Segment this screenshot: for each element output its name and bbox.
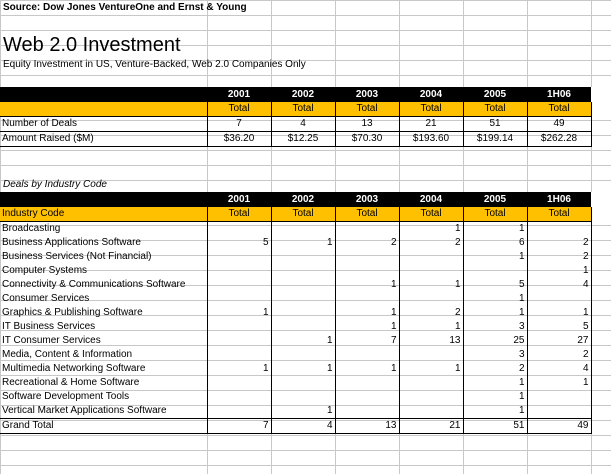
spacer-cell xyxy=(591,236,611,250)
cell-value[interactable]: 2 xyxy=(527,250,591,264)
row-label[interactable]: Recreational & Home Software xyxy=(0,376,207,390)
cell-value[interactable] xyxy=(399,376,463,390)
spacer-cell xyxy=(591,87,611,102)
industry-row xyxy=(0,362,611,376)
grid-row-line xyxy=(0,15,611,16)
row-label[interactable]: Consumer Services xyxy=(0,292,207,306)
cell-value[interactable] xyxy=(271,320,335,334)
cell-value[interactable]: 1 xyxy=(399,320,463,334)
cell-value[interactable]: 51 xyxy=(463,419,527,434)
spacer-cell xyxy=(591,117,611,132)
cell-value[interactable] xyxy=(271,376,335,390)
cell-value[interactable]: 1 xyxy=(463,292,527,306)
spacer-cell xyxy=(591,404,611,419)
cell-value[interactable] xyxy=(271,292,335,306)
total-header[interactable]: Total xyxy=(335,207,399,222)
cell-value[interactable] xyxy=(399,404,463,419)
cell-value[interactable]: 21 xyxy=(399,419,463,434)
summary-row xyxy=(0,117,611,132)
cell-value[interactable]: 6 xyxy=(463,236,527,250)
cell-value[interactable]: 1 xyxy=(335,320,399,334)
grid-row-line xyxy=(0,465,611,466)
row-label[interactable]: Amount Raised ($M) xyxy=(0,132,207,147)
spacer-cell xyxy=(591,334,611,348)
cell-value[interactable] xyxy=(271,222,335,237)
cell-value[interactable] xyxy=(335,404,399,419)
industry-row xyxy=(0,306,611,320)
total-header[interactable]: Total xyxy=(527,207,591,222)
row-label[interactable]: Business Services (Not Financial) xyxy=(0,250,207,264)
grid-row-line xyxy=(0,435,611,436)
year-header: 2001 xyxy=(207,87,271,102)
spacer-cell xyxy=(591,207,611,222)
cell-value[interactable]: 2 xyxy=(527,236,591,250)
cell-value[interactable]: $193.60 xyxy=(399,132,463,147)
cell-value[interactable]: 3 xyxy=(463,320,527,334)
industry-row xyxy=(0,376,611,390)
cell-value[interactable] xyxy=(207,404,271,419)
grid-row-line xyxy=(0,30,611,31)
cell-value[interactable] xyxy=(271,264,335,278)
cell-value[interactable]: 51 xyxy=(463,117,527,132)
spacer-cell xyxy=(591,132,611,147)
cell-value[interactable]: 25 xyxy=(463,334,527,348)
spacer-cell xyxy=(591,192,611,207)
year-header: 2002 xyxy=(271,87,335,102)
cell-value[interactable] xyxy=(335,292,399,306)
cell-value[interactable]: 2 xyxy=(399,236,463,250)
total-header[interactable]: Total xyxy=(207,207,271,222)
cell-value[interactable]: 1 xyxy=(335,278,399,292)
sheet-title: Web 2.0 Investment xyxy=(3,34,181,56)
cell-value[interactable]: 1 xyxy=(271,236,335,250)
cell-value[interactable] xyxy=(527,222,591,237)
spacer-cell xyxy=(591,390,611,404)
industry-row xyxy=(0,292,611,306)
total-header[interactable]: Total xyxy=(463,207,527,222)
year-header: 2004 xyxy=(399,87,463,102)
cell-value[interactable]: 1 xyxy=(463,306,527,320)
year-header-row xyxy=(0,87,611,102)
spacer-cell xyxy=(591,362,611,376)
cell-value[interactable]: 49 xyxy=(527,117,591,132)
cell-value[interactable] xyxy=(207,348,271,362)
cell-value[interactable]: 1 xyxy=(399,362,463,376)
cell-value[interactable]: 1 xyxy=(463,222,527,237)
cell-value[interactable] xyxy=(207,264,271,278)
cell-value[interactable]: 1 xyxy=(463,404,527,419)
cell-value[interactable]: $12.25 xyxy=(271,132,335,147)
cell-value[interactable]: 5 xyxy=(207,236,271,250)
row-label[interactable]: Number of Deals xyxy=(0,117,207,132)
total-header[interactable]: Total xyxy=(271,102,335,117)
cell-value[interactable] xyxy=(335,390,399,404)
year-header: 2003 xyxy=(335,192,399,207)
year-header-row xyxy=(0,192,611,207)
total-header[interactable]: Total xyxy=(399,207,463,222)
cell-value[interactable] xyxy=(271,390,335,404)
cell-value[interactable] xyxy=(207,292,271,306)
cell-value[interactable]: 1 xyxy=(271,362,335,376)
industry-row xyxy=(0,320,611,334)
spacer-cell xyxy=(591,264,611,278)
cell-value[interactable]: 4 xyxy=(527,362,591,376)
grid-row-line xyxy=(0,150,611,151)
cell-value[interactable]: 1 xyxy=(463,250,527,264)
total-header[interactable]: Total xyxy=(207,102,271,117)
cell-value[interactable] xyxy=(207,278,271,292)
grid-row-line xyxy=(0,165,611,166)
cell-value[interactable]: 1 xyxy=(207,362,271,376)
cell-value[interactable]: $36.20 xyxy=(207,132,271,147)
cell-value[interactable]: 2 xyxy=(527,348,591,362)
header-corner xyxy=(0,87,207,102)
industry-row xyxy=(0,264,611,278)
summary-table xyxy=(0,87,611,147)
cell-value[interactable] xyxy=(527,390,591,404)
cell-value[interactable] xyxy=(527,404,591,419)
cell-value[interactable]: 7 xyxy=(207,419,271,434)
row-label[interactable]: Multimedia Networking Software xyxy=(0,362,207,376)
total-header[interactable]: Total xyxy=(271,207,335,222)
cell-value[interactable]: 4 xyxy=(527,278,591,292)
cell-value[interactable] xyxy=(399,348,463,362)
industry-row xyxy=(0,334,611,348)
cell-value[interactable]: 2 xyxy=(399,306,463,320)
cell-value[interactable] xyxy=(207,390,271,404)
cell-value[interactable] xyxy=(335,222,399,237)
year-header: 1H06 xyxy=(527,87,591,102)
year-header: 2005 xyxy=(463,192,527,207)
row-label[interactable]: IT Business Services xyxy=(0,320,207,334)
cell-value[interactable]: 27 xyxy=(527,334,591,348)
cell-value[interactable]: 1 xyxy=(399,222,463,237)
cell-value[interactable]: 1 xyxy=(527,264,591,278)
cell-value[interactable] xyxy=(335,376,399,390)
industry-row xyxy=(0,222,611,237)
cell-value[interactable]: 7 xyxy=(335,334,399,348)
total-header[interactable]: Total xyxy=(335,102,399,117)
cell-value[interactable] xyxy=(335,264,399,278)
cell-value[interactable]: 1 xyxy=(399,278,463,292)
cell-value[interactable]: 49 xyxy=(527,419,591,434)
row-label[interactable]: Software Development Tools xyxy=(0,390,207,404)
cell-value[interactable] xyxy=(399,390,463,404)
total-header[interactable]: Total xyxy=(399,102,463,117)
industry-table xyxy=(0,192,611,434)
cell-value[interactable]: 21 xyxy=(399,117,463,132)
year-header: 2004 xyxy=(399,192,463,207)
row-label[interactable]: Graphics & Publishing Software xyxy=(0,306,207,320)
summary-row xyxy=(0,132,611,147)
cell-value[interactable]: 1 xyxy=(527,306,591,320)
spacer-cell xyxy=(591,348,611,362)
cell-value[interactable]: 4 xyxy=(271,117,335,132)
cell-value[interactable] xyxy=(399,264,463,278)
cell-value[interactable]: 5 xyxy=(527,320,591,334)
row-label[interactable]: Vertical Market Applications Software xyxy=(0,404,207,419)
grid-row-line xyxy=(0,450,611,451)
grand-total-label[interactable]: Grand Total xyxy=(0,419,207,434)
spacer-cell xyxy=(591,278,611,292)
year-header: 1H06 xyxy=(527,192,591,207)
cell-value[interactable]: 1 xyxy=(335,362,399,376)
grand-total-row xyxy=(0,419,611,434)
cell-value[interactable] xyxy=(207,320,271,334)
cell-value[interactable] xyxy=(463,264,527,278)
spacer-cell xyxy=(591,376,611,390)
cell-value[interactable]: 2 xyxy=(335,236,399,250)
cell-value[interactable]: 3 xyxy=(463,348,527,362)
total-header-row xyxy=(0,207,611,222)
total-header-label[interactable] xyxy=(0,102,207,117)
cell-value[interactable]: 4 xyxy=(271,419,335,434)
spacer-cell xyxy=(591,320,611,334)
cell-value[interactable] xyxy=(399,250,463,264)
cell-value[interactable] xyxy=(207,334,271,348)
industry-code-header[interactable]: Industry Code xyxy=(0,207,207,222)
grid-row-line xyxy=(0,75,611,76)
cell-value[interactable] xyxy=(271,348,335,362)
spacer-cell xyxy=(591,102,611,117)
year-header: 2001 xyxy=(207,192,271,207)
header-corner xyxy=(0,192,207,207)
total-header[interactable]: Total xyxy=(527,102,591,117)
spacer-cell xyxy=(591,292,611,306)
cell-value[interactable]: 2 xyxy=(463,362,527,376)
cell-value[interactable]: 1 xyxy=(335,306,399,320)
total-header[interactable]: Total xyxy=(463,102,527,117)
cell-value[interactable] xyxy=(335,250,399,264)
year-header: 2005 xyxy=(463,87,527,102)
cell-value[interactable] xyxy=(527,292,591,306)
source-note: Source: Dow Jones VentureOne and Ernst & Young xyxy=(3,2,247,13)
cell-value[interactable]: 7 xyxy=(207,117,271,132)
row-label[interactable]: Business Applications Software xyxy=(0,236,207,250)
row-label[interactable]: Computer Systems xyxy=(0,264,207,278)
industry-row xyxy=(0,390,611,404)
spacer-cell xyxy=(591,222,611,237)
cell-value[interactable]: $262.28 xyxy=(527,132,591,147)
industry-row xyxy=(0,250,611,264)
year-header: 2002 xyxy=(271,192,335,207)
cell-value[interactable]: 13 xyxy=(335,419,399,434)
industry-row xyxy=(0,278,611,292)
cell-value[interactable] xyxy=(271,250,335,264)
cell-value[interactable]: 13 xyxy=(399,334,463,348)
cell-value[interactable]: 1 xyxy=(271,404,335,419)
row-label[interactable]: Connectivity & Communications Software xyxy=(0,278,207,292)
spacer-cell xyxy=(591,250,611,264)
cell-value[interactable]: 5 xyxy=(463,278,527,292)
cell-value[interactable] xyxy=(271,278,335,292)
cell-value[interactable]: 1 xyxy=(527,376,591,390)
spacer-cell xyxy=(591,306,611,320)
spacer-cell xyxy=(591,419,611,434)
cell-value[interactable]: $70.30 xyxy=(335,132,399,147)
cell-value[interactable] xyxy=(271,306,335,320)
cell-value[interactable]: 1 xyxy=(463,390,527,404)
cell-value[interactable]: 1 xyxy=(271,334,335,348)
year-header: 2003 xyxy=(335,87,399,102)
cell-value[interactable] xyxy=(399,292,463,306)
industry-row xyxy=(0,348,611,362)
industry-row xyxy=(0,236,611,250)
cell-value[interactable] xyxy=(207,250,271,264)
sheet-subtitle: Equity Investment in US, Venture-Backed, Web 2.0 Companies Only xyxy=(3,59,306,70)
cell-value[interactable]: 1 xyxy=(463,376,527,390)
row-label[interactable]: Media, Content & Information xyxy=(0,348,207,362)
cell-value[interactable] xyxy=(335,348,399,362)
row-label[interactable]: IT Consumer Services xyxy=(0,334,207,348)
total-header-row xyxy=(0,102,611,117)
industry-row xyxy=(0,404,611,419)
cell-value[interactable]: $199.14 xyxy=(463,132,527,147)
cell-value[interactable]: 1 xyxy=(207,306,271,320)
cell-value[interactable] xyxy=(207,222,271,237)
cell-value[interactable]: 13 xyxy=(335,117,399,132)
industry-caption: Deals by Industry Code xyxy=(3,179,107,190)
cell-value[interactable] xyxy=(207,376,271,390)
row-label[interactable]: Broadcasting xyxy=(0,222,207,237)
